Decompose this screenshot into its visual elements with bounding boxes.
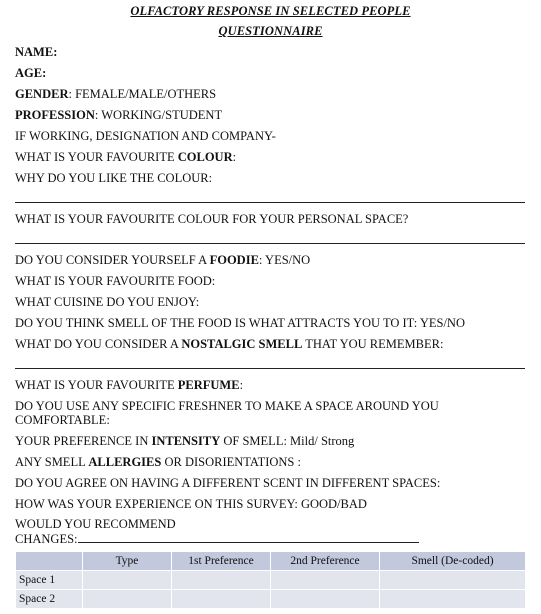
question-gender (15, 87, 216, 102)
question-working: IF WORKING, DESIGNATION AND COMPANY- (15, 129, 276, 143)
question-nostalgic-tail: THAT YOU REMEMBER: (302, 337, 444, 351)
question-freshner-line2: COMFORTABLE: (15, 413, 110, 427)
question-intensity (15, 434, 354, 449)
recommend-answer-line (78, 531, 419, 543)
document-subtitle: QUESTIONNAIRE (218, 24, 323, 38)
question-profession-label: PROFESSION (15, 108, 95, 122)
table-cell-smell-decoded[interactable] (380, 590, 526, 609)
question-allergy (15, 455, 301, 470)
question-colour-bold: COLOUR (177, 150, 233, 164)
question-experience: HOW WAS YOUR EXPERIENCE ON THIS SURVEY: GOOD/BAD (15, 497, 367, 511)
question-recommend-label: CHANGES: (15, 532, 78, 546)
table-row (16, 590, 526, 609)
question-intensity-options: OF SMELL: Mild/ Strong (220, 434, 355, 448)
table-cell-type[interactable] (83, 571, 172, 590)
table-row (16, 571, 526, 590)
table-cell-second-preference[interactable] (271, 590, 380, 609)
question-name: NAME: (15, 45, 58, 59)
question-age: AGE: (15, 66, 47, 80)
question-gender-options: : FEMALE/MALE/OTHERS (68, 87, 217, 101)
table-header-row (16, 552, 526, 571)
question-freshner-line1: DO YOU USE ANY SPECIFIC FRESHNER TO MAKE A SPACE AROUND YOU (15, 399, 439, 413)
question-allergy-text: ANY SMELL (15, 455, 89, 469)
question-gender-label: GENDER (15, 87, 69, 101)
table-header-smell-decoded: Smell (De-coded) (380, 552, 526, 571)
question-perfume-text: WHAT IS YOUR FAVOURITE (15, 378, 178, 392)
answer-line (15, 243, 525, 244)
question-intensity-text: YOUR PREFERENCE IN (15, 434, 152, 448)
question-colour-text: WHAT IS YOUR FAVOURITE (15, 150, 178, 164)
table-cell-type[interactable] (83, 590, 172, 609)
question-cuisine: WHAT CUISINE DO YOU ENJOY: (15, 295, 200, 309)
question-profession (15, 108, 222, 123)
table-cell-first-preference[interactable] (172, 590, 271, 609)
answer-line (15, 368, 525, 369)
question-intensity-bold: INTENSITY (151, 434, 221, 448)
question-perfume-colon: : (239, 378, 244, 392)
table-header-second-preference: 2nd Preference (271, 552, 380, 571)
question-perfume-bold: PERFUME (177, 378, 240, 392)
table-header-type: Type (83, 552, 172, 571)
table-header-corner (16, 552, 83, 571)
table-header-first-preference: 1st Preference (172, 552, 271, 571)
preference-table (15, 551, 526, 609)
question-smell-food: DO YOU THINK SMELL OF THE FOOD IS WHAT ATTRACTS YOU TO IT: YES/NO (15, 316, 465, 330)
table-cell-smell-decoded[interactable] (380, 571, 526, 590)
question-foodie-bold: FOODIE (209, 253, 259, 267)
document-title: OLFACTORY RESPONSE IN SELECTED PEOPLE (130, 4, 411, 18)
question-colour (15, 150, 236, 165)
question-allergy-tail: OR DISORIENTATIONS : (161, 455, 301, 469)
question-profession-options: : WORKING/STUDENT (94, 108, 223, 122)
question-allergy-bold: ALLERGIES (88, 455, 162, 469)
question-recommend-line1: WOULD YOU RECOMMEND (15, 517, 176, 531)
question-scent-spaces: DO YOU AGREE ON HAVING A DIFFERENT SCENT IN DIFFERENT SPACES: (15, 476, 441, 490)
question-foodie-options: : YES/NO (258, 253, 311, 267)
question-food: WHAT IS YOUR FAVOURITE FOOD: (15, 274, 216, 288)
question-nostalgic-bold: NOSTALGIC SMELL (181, 337, 303, 351)
question-recommend-line2 (15, 531, 419, 547)
question-why-colour: WHY DO YOU LIKE THE COLOUR: (15, 171, 213, 185)
question-nostalgic (15, 337, 443, 352)
question-foodie-text: DO YOU CONSIDER YOURSELF A (15, 253, 210, 267)
question-nostalgic-text: WHAT DO YOU CONSIDER A (15, 337, 182, 351)
table-row-label: Space 2 (16, 590, 83, 609)
question-perfume (15, 378, 243, 393)
question-personal-space: WHAT IS YOUR FAVOURITE COLOUR FOR YOUR PERSONAL SPACE? (15, 212, 409, 226)
answer-line (15, 202, 525, 203)
question-colour-colon: : (232, 150, 237, 164)
table-row-label: Space 1 (16, 571, 83, 590)
table-cell-second-preference[interactable] (271, 571, 380, 590)
question-foodie (15, 253, 310, 268)
table-cell-first-preference[interactable] (172, 571, 271, 590)
